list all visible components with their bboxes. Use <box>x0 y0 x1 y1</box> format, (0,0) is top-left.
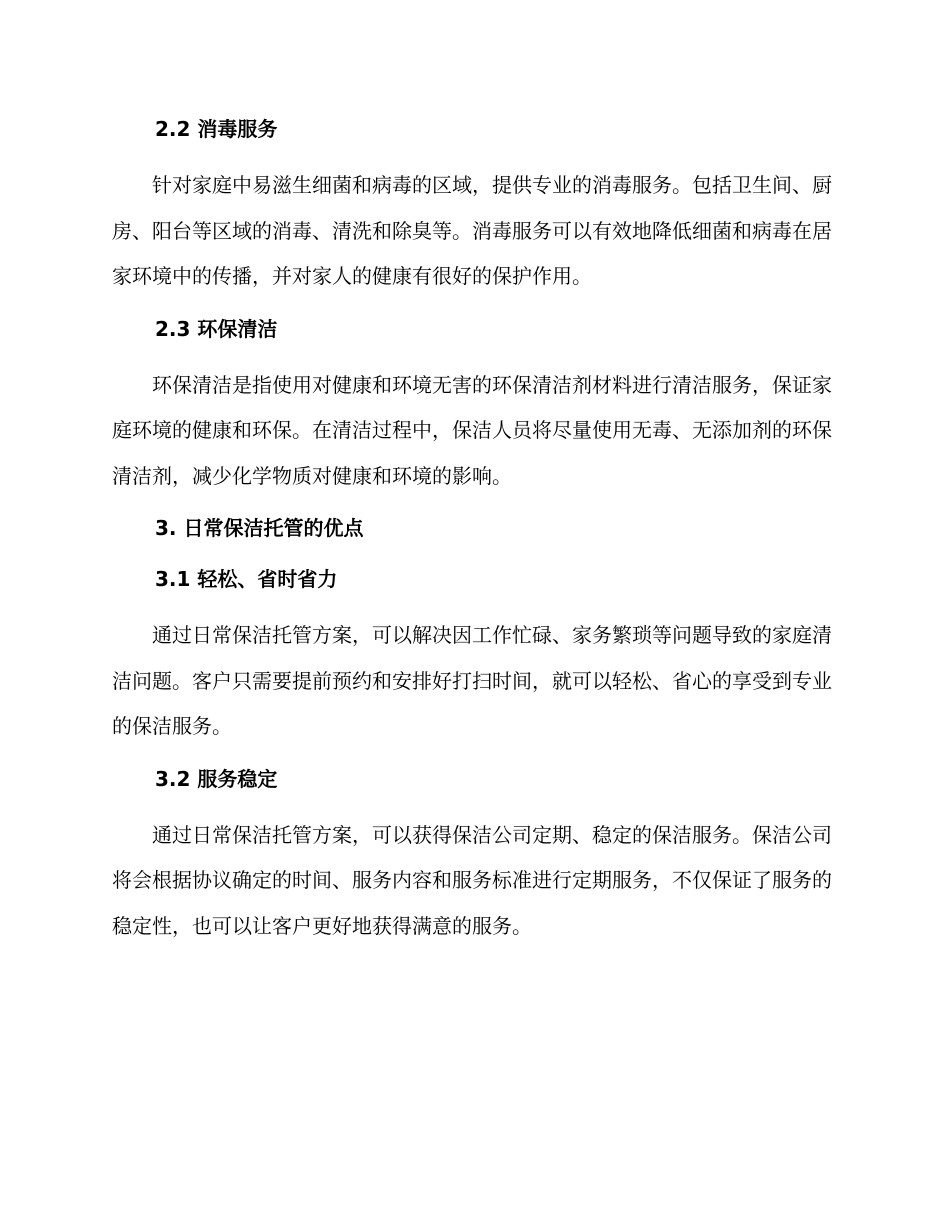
section-heading-2-3: 2.3 环保清洁 <box>155 316 278 341</box>
section-heading-3-1: 3.1 轻松、省时省力 <box>155 567 338 591</box>
section-heading-3: 3. 日常保洁托管的优点 <box>155 516 364 540</box>
section-heading-3-2: 3.2 服务稳定 <box>155 766 278 791</box>
document-body <box>112 112 832 961</box>
section-heading-2-2: 2.2 消毒服务 <box>155 117 278 141</box>
section-paragraph-2-3: 环保清洁是指使用对健康和环境无害的环保清洁剂材料进行清洁服务，保证家庭环境的健康和环保。在清洁过程中，保洁人员将尽量使用无毒、无添加剂的环保清洁剂，减少化学物质对健康和环境的影响。 <box>112 372 832 488</box>
section-paragraph-3-1: 通过日常保洁托管方案，可以解决因工作忙碌、家务繁琐等问题导致的家庭清洁问题。客户只需要提前预约和安排好打扫时间，就可以轻松、省心的享受到专业的保洁服务。 <box>112 623 832 738</box>
section-paragraph-3-2: 通过日常保洁托管方案，可以获得保洁公司定期、稳定的保洁服务。保洁公司将会根据协议确定的时间、服务内容和服务标准进行定期服务，不仅保证了服务的稳定性，也可以让客户更好地获得满意的服务。 <box>112 822 832 938</box>
section-paragraph-2-2: 针对家庭中易滋生细菌和病毒的区域，提供专业的消毒服务。包括卫生间、厨房、阳台等区域的消毒、清洗和除臭等。消毒服务可以有效地降低细菌和病毒在居家环境中的传播，并对家人的健康有很好的保护作用。 <box>112 173 832 288</box>
